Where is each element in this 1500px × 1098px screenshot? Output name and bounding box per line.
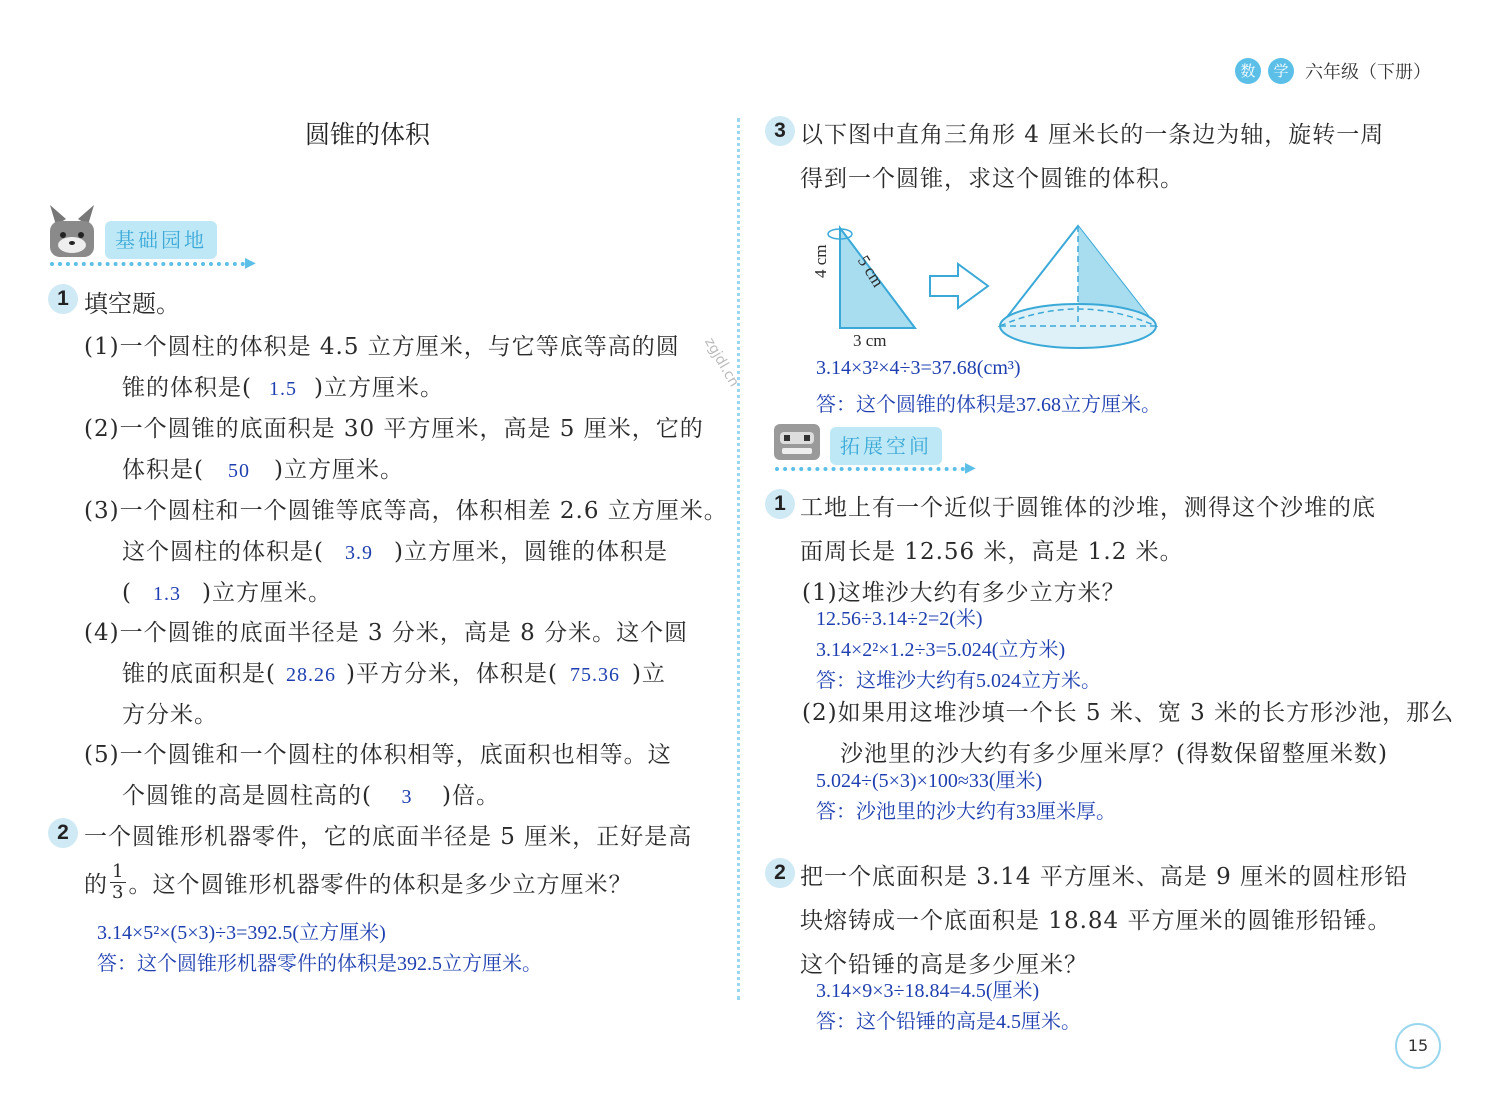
question-number: 1 <box>48 284 78 314</box>
q3-line1: 以下图中直角三角形 4 厘米长的一条边为轴，旋转一周 <box>800 122 1385 148</box>
label-base: 3 cm <box>853 331 887 350</box>
e1-line1: 工地上有一个近似于圆锥体的沙堆，测得这个沙堆的底 <box>800 495 1376 521</box>
arrow-right-icon: ▶ <box>965 460 976 476</box>
subject-badge-1: 数 <box>1235 58 1261 84</box>
q2-answer-text: 答：这个圆锥形机器零件的体积是392.5立方厘米。 <box>97 953 542 975</box>
answer-blank: 75.36 <box>569 664 620 686</box>
e1-sub2-answer2: 答：沙池里的沙大约有33厘米厚。 <box>816 801 1116 823</box>
question-number: 1 <box>765 489 795 519</box>
question-number: 2 <box>48 818 78 848</box>
e1-sub2-line2: 沙池里的沙大约有多少厘米厚？(得数保留整厘米数) <box>840 741 1388 767</box>
label-hypotenuse: 5 cm <box>853 252 888 291</box>
q2-line2: 的 $\frac{1}{3}$ 。这个圆锥形机器零件的体积是多少立方厘米？ <box>84 861 633 903</box>
q1-part4-line2: 锥的底面积是( 28.26 )平方分米，体积是( 75.36 )立 <box>122 661 666 687</box>
e2-line3: 这个铅锤的高是多少厘米？ <box>800 952 1088 978</box>
e1-sub1-answer2: 3.14×2²×1.2÷3=5.024(立方米) <box>816 639 1066 661</box>
e1-sub1: (1)这堆沙大约有多少立方米？ <box>802 580 1126 606</box>
subject-badge-2: 学 <box>1268 58 1294 84</box>
q3-answer-text: 答：这个圆锥的体积是37.68立方厘米。 <box>816 394 1161 416</box>
answer-blank: 1.3 <box>152 583 181 605</box>
e1-sub1-answer3: 答：这堆沙大约有5.024立方米。 <box>816 670 1101 692</box>
answer-blank: 50 <box>227 460 250 482</box>
arrow-right-icon: ▶ <box>245 255 256 271</box>
q1-part1-line1: (1)一个圆柱的体积是 4.5 立方厘米，与它等底等高的圆 <box>84 334 680 360</box>
q2-answer-formula: 3.14×5²×(5×3)÷3=392.5(立方厘米) <box>97 922 386 944</box>
q1-part3-line3: ( 1.3 )立方厘米。 <box>122 580 332 606</box>
q1-part3-line2: 这个圆柱的体积是( 3.9 )立方厘米，圆锥的体积是 <box>122 539 668 565</box>
q1-part5-line1: (5)一个圆锥和一个圆柱的体积相等，底面积也相等。这 <box>84 742 672 768</box>
e2-answer-text: 答：这个铅锤的高是4.5厘米。 <box>816 1011 1081 1033</box>
answer-blank: 3 <box>401 786 413 808</box>
e1-sub1-answer1: 12.56÷3.14÷2=2(米) <box>816 608 983 630</box>
question-number: 3 <box>765 116 795 146</box>
page-number: 15 <box>1395 1023 1441 1069</box>
q1-part4-line3: 方分米。 <box>122 702 218 728</box>
arrow-right-icon <box>930 264 988 308</box>
q1-part5-line2: 个圆锥的高是圆柱高的( 3 )倍。 <box>122 783 500 809</box>
question-number: 2 <box>765 858 795 888</box>
label-height: 4 cm <box>811 244 830 278</box>
answer-blank: 1.5 <box>268 378 297 400</box>
rabbit-mascot-icon <box>46 203 98 259</box>
q1-part1-line2: 锥的体积是( 1.5 )立方厘米。 <box>122 375 444 401</box>
e1-sub2-line1: (2)如果用这堆沙填一个长 5 米、宽 3 米的长方形沙池，那么 <box>802 700 1455 726</box>
section-extend-title: 拓展空间 <box>830 427 942 465</box>
e1-line2: 面周长是 12.56 米，高是 1.2 米。 <box>800 539 1184 565</box>
section-extend-dotted-line <box>775 467 965 471</box>
page-title: 圆锥的体积 <box>305 120 431 149</box>
q1-part3-line1: (3)一个圆柱和一个圆锥等底等高，体积相差 2.6 立方厘米。 <box>84 498 728 524</box>
q1-part2-line2: 体积是( 50 )立方厘米。 <box>122 457 404 483</box>
answer-blank: 28.26 <box>285 664 336 686</box>
section-basic-title: 基础园地 <box>105 221 217 259</box>
q1-part2-line1: (2)一个圆锥的底面积是 30 平方厘米，高是 5 厘米，它的 <box>84 416 704 442</box>
q2-line1: 一个圆锥形机器零件，它的底面半径是 5 厘米，正好是高 <box>84 824 693 850</box>
grade-label: 六年级（下册） <box>1305 62 1431 83</box>
fraction: $\frac{1}{3}$ <box>112 861 125 903</box>
e2-answer-formula: 3.14×9×3÷18.84=4.5(厘米) <box>816 980 1040 1002</box>
e2-line2: 块熔铸成一个底面积是 18.84 平方厘米的圆锥形铅锤。 <box>800 908 1392 934</box>
watermark: zgjdl.cn <box>701 335 742 390</box>
q3-answer-formula: 3.14×3²×4÷3=37.68(cm³) <box>816 357 1021 379</box>
robot-mascot-icon <box>770 418 824 466</box>
q3-line2: 得到一个圆锥，求这个圆锥的体积。 <box>800 166 1184 192</box>
e2-line1: 把一个底面积是 3.14 平方厘米、高是 9 厘米的圆柱形铅 <box>800 864 1409 890</box>
e1-sub2-answer1: 5.024÷(5×3)×100≈33(厘米) <box>816 770 1043 792</box>
answer-blank: 3.9 <box>344 542 373 564</box>
q1-part4-line1: (4)一个圆锥的底面半径是 3 分米，高是 8 分米。这个圆 <box>84 620 689 646</box>
q1-title: 填空题。 <box>84 290 180 318</box>
column-divider <box>737 118 740 1000</box>
section-basic-dotted-line <box>50 262 245 266</box>
